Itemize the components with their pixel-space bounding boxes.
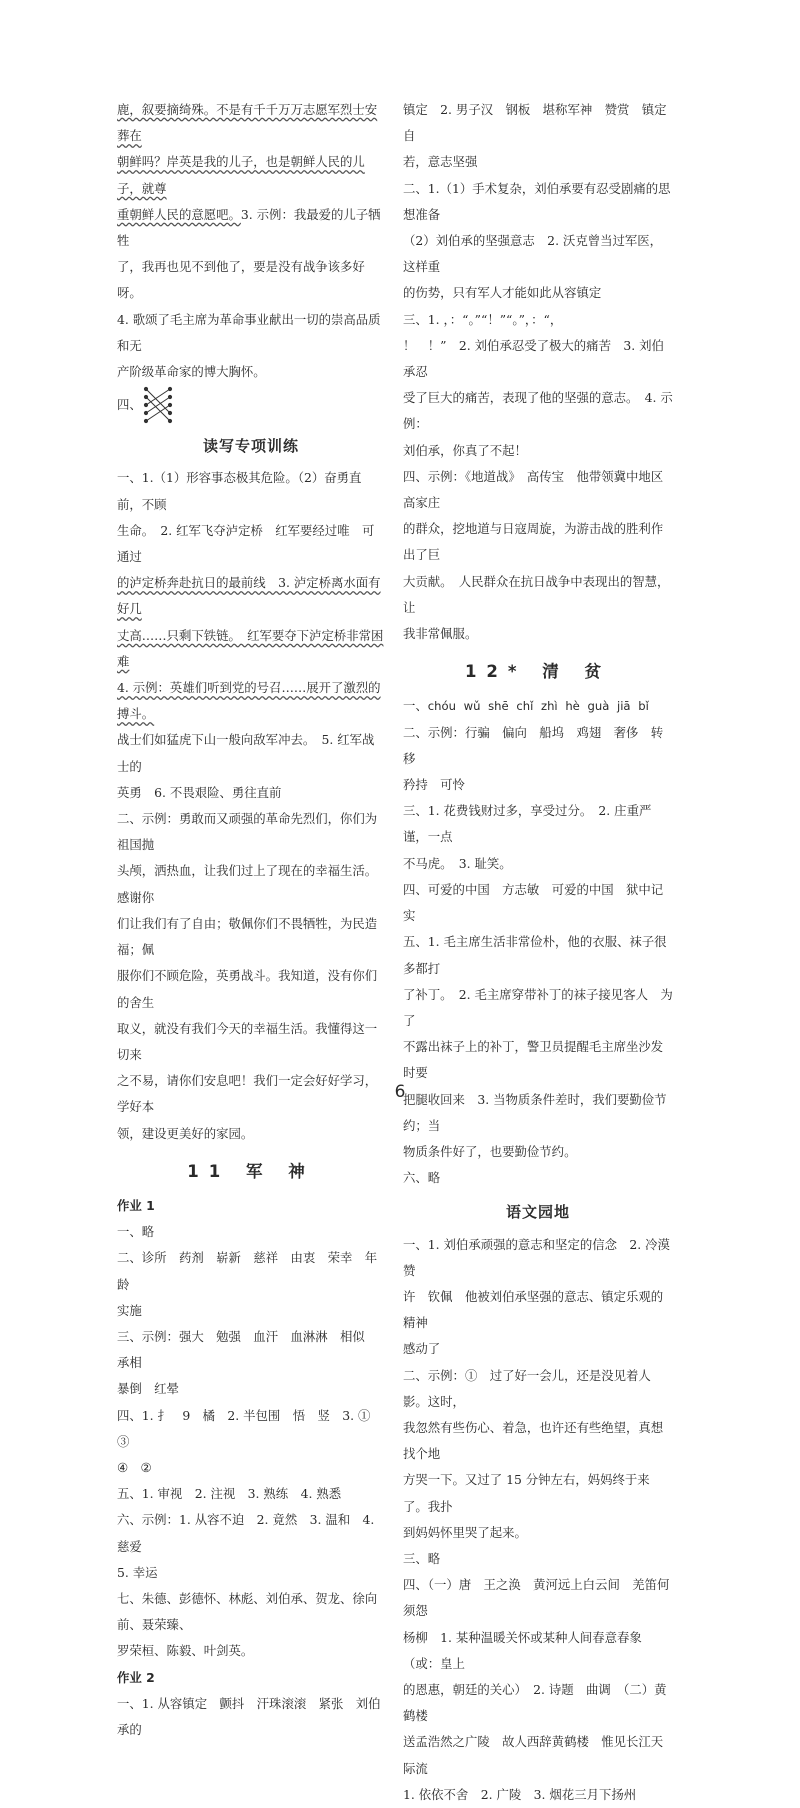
- text-line: 送孟浩然之广陵 故人西辞黄鹤楼 惟见长江天际流: [403, 1734, 664, 1776]
- text-line: 三、示例：强大 勉强 血汗 血淋淋 相似 承相: [117, 1328, 378, 1371]
- text-line: 二、诊所 药剂 崭新 慈祥 由衷 荣幸 年龄: [117, 1250, 378, 1292]
- text-line: 方哭一下。又过了 15 分钟左右，妈妈终于来了。我扑: [403, 1472, 650, 1514]
- text-line: [117, 623, 385, 675]
- text-line: 镇定 2. 男子汉 钢板 堪称军神 赞赏 镇定自: [403, 102, 667, 144]
- text-line: 头颅，洒热血，让我们过上了现在的幸福生活。感谢你: [117, 863, 378, 905]
- text-line: 许 钦佩 他被刘伯承坚强的意志、镇定乐观的精神: [403, 1288, 664, 1331]
- page-number: 6: [394, 1082, 406, 1102]
- left-column: [117, 97, 385, 1743]
- text-line: 服你们不顾危险，英勇战斗。我知道，没有你们的舍生: [117, 968, 378, 1010]
- text-line: 二、示例：① 过了好一会儿，还是没见着人影。这时，: [403, 1367, 651, 1409]
- text-line: 生命。 2. 红军飞夺泸定桥 红军要经过唯 可通过: [117, 522, 375, 565]
- text-line: 四、（一）唐 王之涣 黄河远上白云间 羌笛何须怨: [403, 1577, 670, 1619]
- section-title: 语文园地: [505, 1203, 570, 1222]
- text-line: ④ ②: [117, 1459, 152, 1475]
- text-line: ！ ！” 2. 刘伯承忍受了极大的痛苦 3. 刘伯承忍: [403, 337, 664, 380]
- text-line: 了，我再也见不到他了，要是没有战争该多好呀。: [117, 259, 365, 301]
- text-line: 物质条件好了，也要勤俭节约。: [403, 1143, 577, 1159]
- text-line: 五、1. 审视 2. 注视 3. 熟练 4. 熟悉: [117, 1486, 342, 1502]
- text-line: 二、示例：勇敢而又顽强的革命先烈们，你们为祖国抛: [117, 811, 378, 853]
- text-line: 五、1. 毛主席生活非常俭朴，他的衣服、袜子很多都打: [403, 934, 667, 976]
- text-line: 一、1. 从容镇定 颤抖 汗珠滚滚 紧张 刘伯承的: [117, 1695, 381, 1737]
- text-line: 1. 依依不舍 2. 广陵 3. 烟花三月下扬州: [403, 1786, 637, 1802]
- section-title: 读写专项训练: [202, 437, 299, 456]
- lesson-title: 12* 清 贫: [464, 662, 612, 682]
- text-line: 六、示例：1. 从容不迫 2. 竟然 3. 温和 4. 慈爱: [117, 1512, 375, 1554]
- text-line: 六、略: [403, 1170, 441, 1186]
- text-line: 七、朱德、彭德怀、林彪、刘伯承、贺龙、徐向前、聂荣臻、: [117, 1590, 378, 1633]
- text-line: 们让我们有了自由；敬佩你们不畏牺牲，为民造福；佩: [117, 915, 378, 958]
- text: 3. 示例：我最爱的儿子牺牲: [117, 206, 381, 249]
- text-line: 不马虎。 3. 耻笑。: [403, 855, 512, 871]
- underlined-text: 重朝鲜人民的意愿吧。: [117, 206, 241, 222]
- matching-exercise: [117, 385, 385, 425]
- text-line: 战士们如猛虎下山一般向敌军冲去。 5. 红军战士的: [117, 732, 375, 774]
- text-line: 感动了: [403, 1341, 441, 1357]
- text-line: [117, 97, 385, 149]
- section-label: 一、: [403, 698, 428, 714]
- text-line: 我非常佩服。: [403, 626, 478, 642]
- text-line: 一、1. 刘伯承顽强的意志和坚定的信念 2. 冷漠 赞: [403, 1236, 683, 1278]
- text-line: 我忽然有些伤心、着急，也许还有些绝望，真想找个地: [403, 1419, 664, 1462]
- text-line: 三、1. 花费钱财过多，享受过分。 2. 庄重严谨，一点: [403, 803, 652, 845]
- text-line: 受了巨大的痛苦，表现了他的坚强的意志。 4. 示例：: [403, 390, 673, 432]
- text-line: 不露出袜子上的补丁，警卫员提醒毛主席坐沙发时要: [403, 1039, 664, 1081]
- text-line: [403, 693, 673, 719]
- lesson-title: 11 军 神: [187, 1161, 315, 1181]
- text-line: [117, 675, 385, 727]
- text-line: 英勇 6. 不畏艰险、勇往直前: [117, 784, 282, 800]
- underlined-text: 鹿，叙要摘绮殊。不是有千千万万志愿军烈士安葬在: [117, 102, 378, 144]
- text-line: 若，意志坚强: [403, 154, 478, 170]
- text-line: 二、示例：行骗 偏向 船坞 鸡翅 奢侈 转移: [403, 724, 664, 766]
- right-column: [403, 97, 683, 1808]
- underlined-text: 丈高……只剩下铁链。 红军要夺下泸定桥非常困难: [117, 627, 384, 669]
- text-line: [117, 149, 385, 201]
- homework-label: 作业 2: [117, 1669, 155, 1685]
- text-line: 暴倒 红晕: [117, 1381, 179, 1397]
- text-line: [117, 570, 385, 622]
- pinyin-text: chóu wǔ shē chǐ zhì hè guà jiā bǐ: [427, 699, 649, 714]
- matching-lines-diagram: [142, 385, 174, 425]
- text-line: 的恩惠，朝廷的关心） 2. 诗题 曲调 （二）黄鹤楼: [403, 1681, 667, 1724]
- text-line: （2）刘伯承的坚强意志 2. 沃克曾当过军医，这样重: [403, 233, 663, 275]
- text-line: 大贡献。 人民群众在抗日战争中表现出的智慧，让: [403, 573, 670, 615]
- text-line: 罗荣桓、陈毅、叶剑英。: [117, 1643, 254, 1659]
- underlined-text: 4. 示例：英雄们听到党的号召……展开了激烈的搏斗。: [117, 680, 381, 722]
- text-line: 杨柳 1. 某种温暖关怀或某种人间春意春象（或：皇上: [403, 1629, 642, 1671]
- text-line: 5. 幸运: [117, 1564, 158, 1580]
- text-line: 四、1. 扌 9 橘 2. 半包围 悟 竖 3. ① ③: [117, 1407, 383, 1449]
- underlined-text: 的泸定桥奔赴抗日的最前线 3. 泸定桥离水面有好几: [117, 575, 381, 617]
- text-line: 4. 歌颂了毛主席为革命事业献出一切的崇高品质和无: [117, 311, 381, 353]
- text-line: 矜持 可怜: [403, 777, 465, 793]
- text-line: 四、示例：《地道战》 高传宝 他带领冀中地区高家庄: [403, 468, 664, 511]
- text-line: 取义，就没有我们今天的幸福生活。我懂得这一切来: [117, 1020, 378, 1062]
- text-line: 一、1.（1）形容事态极其危险。（2）奋勇直前，不顾: [117, 470, 362, 512]
- text-line: 领，建设更美好的家园。: [117, 1125, 254, 1141]
- text-line: 产阶级革命家的博大胸怀。: [117, 364, 266, 380]
- text-line: 了补丁。 2. 毛主席穿带补丁的袜子接见客人 为了: [403, 986, 673, 1028]
- text-line: 三、略: [403, 1550, 441, 1566]
- underlined-text: 朝鲜吗？岸英是我的儿子，也是朝鲜人民的儿子，就尊: [117, 154, 365, 196]
- homework-label: 作业 1: [117, 1197, 155, 1213]
- text-line: [117, 202, 385, 254]
- text-line: 实施: [117, 1302, 142, 1318]
- text-line: 到妈妈怀里哭了起来。: [403, 1524, 527, 1540]
- text-line: 把腿收回来 3. 当物质条件差时，我们要勤俭节约；当: [403, 1091, 667, 1133]
- text-line: 三、1. ，：“。”“！”“。”，：“，: [403, 311, 563, 327]
- text-line: 一、略: [117, 1224, 155, 1240]
- section-label: 四、: [117, 397, 142, 413]
- text-line: 的伤势，只有军人才能如此从容镇定: [403, 285, 602, 301]
- text-line: 二、1.（1）手术复杂，刘伯承要有忍受剧痛的思想准备: [403, 180, 671, 222]
- text-line: 刘伯承，你真了不起！: [403, 442, 527, 458]
- text-line: 的群众，挖地道与日寇周旋，为游击战的胜利作出了巨: [403, 521, 664, 563]
- text-line: 四、可爱的中国 方志敏 可爱的中国 狱中记实: [403, 881, 664, 924]
- text-line: 之不易，请你们安息吧！我们一定会好好学习，学好本: [117, 1073, 378, 1115]
